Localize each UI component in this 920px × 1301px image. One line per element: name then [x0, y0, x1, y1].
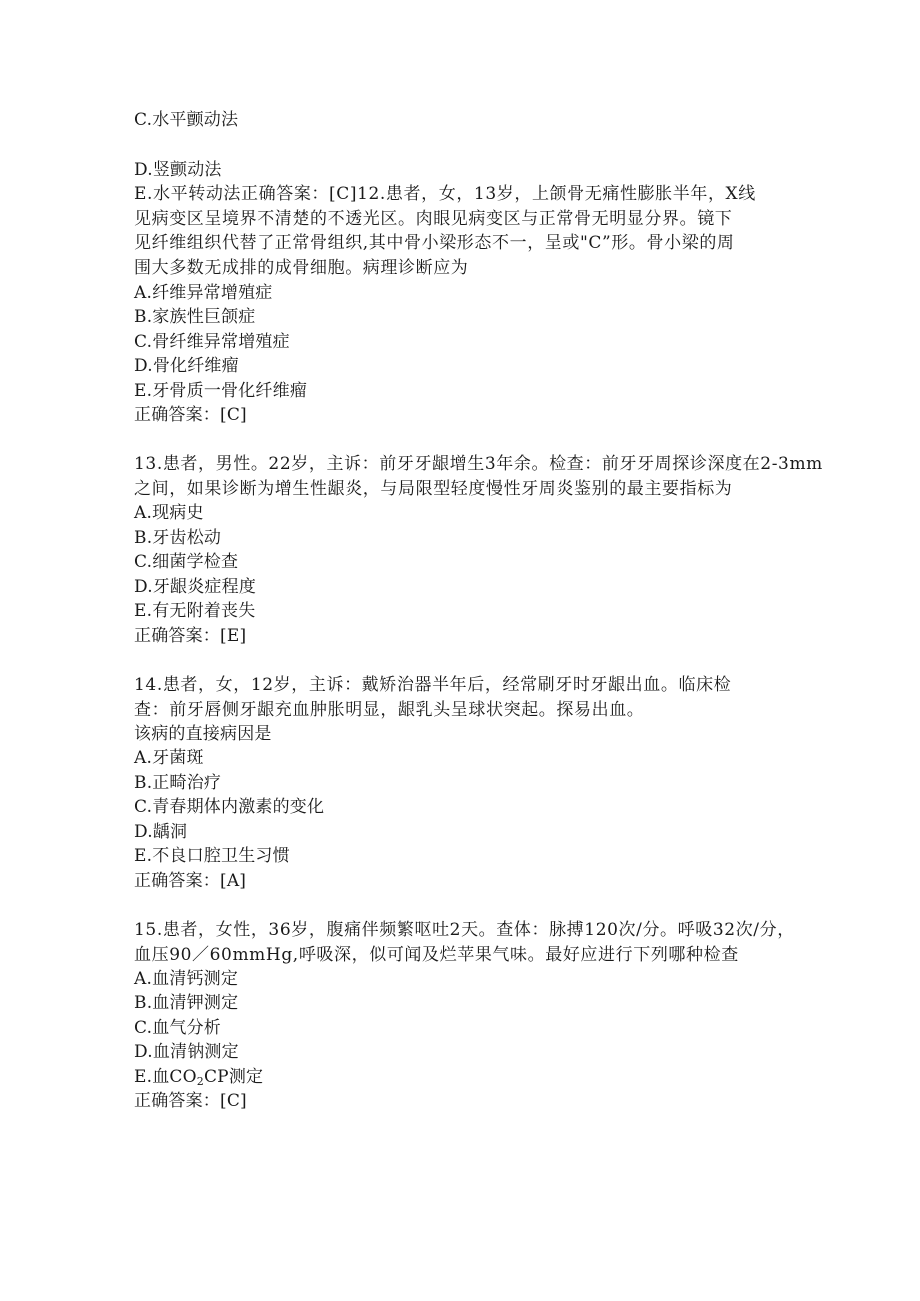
- q12-option-a: A.纤维异常增殖症: [134, 283, 273, 303]
- q14-stem-line-3: 该病的直接病因是: [134, 724, 272, 744]
- prev-option-c: C.水平颤动法: [134, 110, 239, 130]
- q15-option-e-suffix: CP测定: [203, 1067, 264, 1087]
- q15-stem-line-1: 15.患者，女性，36岁，腹痛伴频繁呕吐2天。查体：脉搏120次/分。呼吸32次/分，: [134, 920, 795, 940]
- q15-answer: 正确答案：[C]: [134, 1091, 247, 1111]
- q12-option-d: D.骨化纤维瘤: [134, 356, 239, 376]
- q12-answer: 正确答案：[C]: [134, 405, 247, 425]
- q15-option-a: A.血清钙测定: [134, 969, 239, 989]
- q15-option-e-subscript: 2: [196, 1075, 204, 1088]
- q15-stem-line-2: 血压90／60mmHg,呼吸深，似可闻及烂苹果气味。最好应进行下列哪种检查: [134, 945, 739, 965]
- q14-option-e: E.不良口腔卫生习惯: [134, 846, 290, 866]
- q14-option-b: B.正畸治疗: [134, 773, 222, 793]
- q14-option-a: A.牙菌斑: [134, 748, 204, 768]
- q13-option-d: D.牙龈炎症程度: [134, 577, 257, 597]
- q13-stem-line-2: 之间，如果诊断为增生性龈炎，与局限型轻度慢性牙周炎鉴别的最主要指标为: [134, 479, 733, 499]
- q14-option-d: D.龋洞: [134, 822, 188, 842]
- q12-stem-line-2: 见病变区呈境界不清楚的不透光区。肉眼见病变区与正常骨无明显分界。镜下: [134, 209, 733, 229]
- q14-option-c: C.青春期体内激素的变化: [134, 797, 325, 817]
- q13-option-b: B.牙齿松动: [134, 528, 222, 548]
- q14-stem-line-1: 14.患者，女，12岁，主诉：戴矫治器半年后，经常刷牙时牙龈出血。临床检: [134, 675, 732, 695]
- q15-option-d: D.血清钠测定: [134, 1042, 239, 1062]
- q15-option-b: B.血清钾测定: [134, 993, 239, 1013]
- q12-stem-line-3: 见纤维组织代替了正常骨组织,其中骨小梁形态不一，呈或"C”形。骨小梁的周: [134, 233, 735, 253]
- q13-answer: 正确答案：[E]: [134, 626, 247, 646]
- q12-option-b: B.家族性巨颌症: [134, 307, 256, 327]
- prev-option-d: D.竖颤动法: [134, 160, 222, 180]
- q13-option-e: E.有无附着丧失: [134, 601, 256, 621]
- q13-stem-line-1: 13.患者，男性。22岁，主诉：前牙牙龈增生3年余。检查：前牙牙周探诊深度在2-3mm: [134, 454, 823, 474]
- q14-answer: 正确答案：[A]: [134, 871, 247, 891]
- prev-option-e-and-q12-stem: E.水平转动法正确答案：[C]12.患者，女，13岁，上颌骨无痛性膨胀半年，X线: [134, 184, 756, 204]
- q15-option-e-prefix: E.血CO: [134, 1067, 197, 1087]
- q12-option-c: C.骨纤维异常增殖症: [134, 332, 290, 352]
- q12-option-e: E.牙骨质一骨化纤维瘤: [134, 381, 308, 401]
- q13-option-a: A.现病史: [134, 503, 204, 523]
- q13-option-c: C.细菌学检查: [134, 552, 239, 572]
- q15-option-c: C.血气分析: [134, 1018, 222, 1038]
- q12-stem-line-4: 围大多数无成排的成骨细胞。病理诊断应为: [134, 258, 469, 278]
- q14-stem-line-2: 查：前牙唇侧牙龈充血肿胀明显，龈乳头呈球状突起。探易出血。: [134, 700, 645, 720]
